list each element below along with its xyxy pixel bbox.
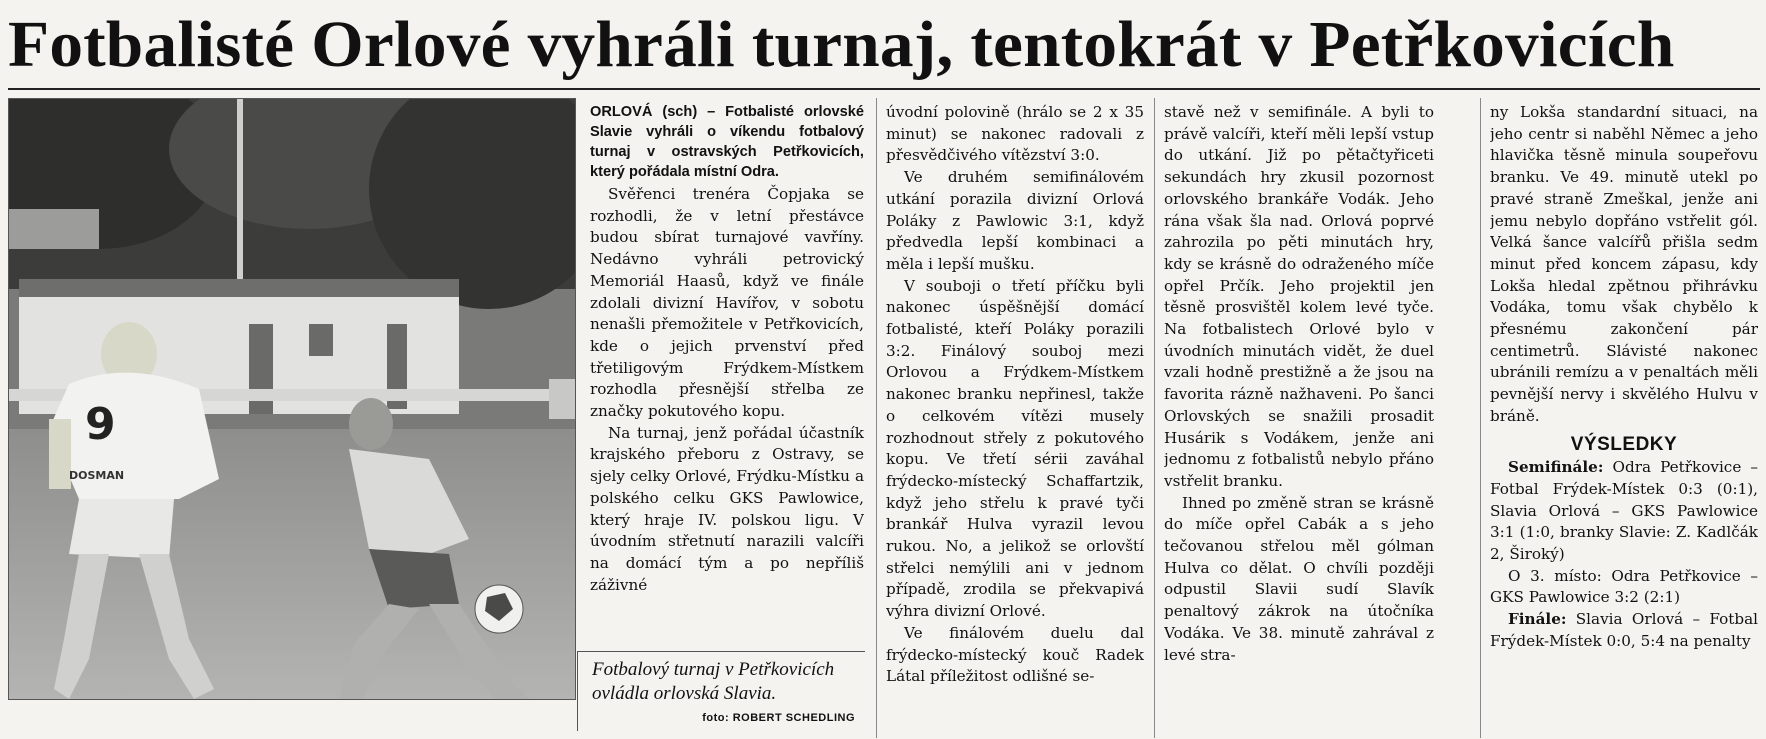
jersey-number: 9 — [85, 399, 116, 450]
results-semifinal — [1490, 457, 1758, 566]
football-photo — [8, 98, 576, 700]
article-paragraph: Na turnaj, jenž pořádal účastník krajského přeboru z Ostravy, se sjely celky Orlové, Frýdku-Místku a polského celku GKS Pawlowice, který hraje IV. polskou ligu. V úvodním střetnutí narazili valcíři na domácí tým a po nepříliš záživné — [590, 423, 864, 594]
photo-caption: Fotbalový turnaj v Petřkovicích ovládla orlovská Slavia. — [592, 659, 835, 704]
headline: Fotbalisté Orlové vyhráli turnaj, tentokrát v Petřkovicích — [8, 8, 1675, 81]
article-paragraph: ny Lokša standardní situaci, na jeho centr si naběhl Němec a jeho hlavička těsně minula soupeřovu branku. Ve 49. minutě utekl po pravé straně Zmeškal, jenže ani jemu nebylo dopřáno vstřelit gól. Velká šance valcířů přišla sedm minut před koncem zápasu, kdy Lokša hledal zpětnou přihrávku Vodáka, tomu však chybělo k přesnému zakončení pár centimetrů. Slávisté nakonec ubránili remízu a v penaltách měli pevnější nervy i skvělého Hulvu v bráně. — [1490, 103, 1758, 425]
article-paragraph: Ve finálovém duelu dal frýdecko-místecký kouč Radek Látal příležitost odlišné se- — [886, 623, 1144, 686]
results-final-text: Slavia Orlová – Fotbal Frýdek-Místek 0:0, 5:4 na penalty — [1490, 610, 1758, 650]
results-title: VÝSLEDKY — [1570, 433, 1678, 455]
column-divider — [1480, 98, 1481, 738]
article-column-1 — [590, 102, 864, 650]
headline-rule — [8, 88, 1760, 90]
photo-caption-box — [577, 651, 865, 731]
article-column-2 — [886, 102, 1144, 737]
article-column-3 — [1164, 102, 1434, 737]
article-lead: ORLOVÁ (sch) – Fotbalisté orlovské Slavie vyhráli o víkendu fotbalový turnaj v ostravských Petřkovicích, který pořádala místní Odra. — [590, 104, 864, 180]
article-paragraph: úvodní polovině (hrálo se 2 x 35 minut) se nakonec radovali z přesvědčivého vítězství 3:0. — [886, 103, 1144, 165]
article-paragraph: stavě než v semifinále. A byli to právě valcíři, kteří měli lepší vstup do utkání. Již po pětačtyřiceti sekundách hry zkusil pozornost orlovského brankáře Vodák. Jeho rána však šla nad. Orlová poprvé zahrozila po pěti minutách hry, kdy se krásně do odraženého míče opřel Prčík. Jeho projektil jen těsně prosvištěl kolem levé tyče. Na fotbalistech Orlové bylo v úvodních minutách vidět, že duel vzali hodně prestižně a že jsou na favorita rázně nažhaveni. Po šanci Orlovských se snažili prosadit Husárik s Vodákem, jenže ani jednomu z fotbalistů nebylo přáno vstřelit branku. — [1164, 103, 1434, 490]
results-semifinal-text: Odra Petřkovice – Fotbal Frýdek-Místek 0:3 (0:1), Slavia Orlová – GKS Pawlowice 3:1 (1:0, branky Slavie: Z. Kadlčák 2, Široký) — [1490, 458, 1758, 564]
jersey-name: DOSMAN — [69, 469, 125, 482]
results-third-place: O 3. místo: Odra Petřkovice – GKS Pawlowice 3:2 (2:1) — [1490, 566, 1758, 607]
results-final — [1490, 609, 1758, 652]
football-photo-graphic — [9, 99, 576, 700]
column-divider — [876, 98, 877, 738]
article-paragraph: Svěřenci trenéra Čopjaka se rozhodli, že v letní přestávce budou sbírat turnajové vavříny. Nedávno vyhráli petrovický Memoriál Haasů, když ve finále zdolali divizní Havířov, v sobotu nenašli přemožitele v Petřkovicích, kde o jejich prvenství před třetiligovým Frýdkem-Místkem rozhodla přesnější střelba ze značky pokutového kopu. — [590, 185, 864, 421]
column-divider — [1154, 98, 1155, 738]
results-semifinal-label: Semifinále: — [1508, 458, 1604, 477]
article-column-4 — [1490, 102, 1758, 737]
article-paragraph: Ihned po změně stran se krásně do míče opřel Cabák a s jeho tečovanou střelou měl gólman Hulva co dělat. O chvíli později odpustil Slavii sudí Slavík penaltový zákrok na útočníka Vodáka. Ve 38. minutě zahrával z levé stra- — [1164, 493, 1434, 664]
results-final-label: Finále: — [1508, 610, 1567, 629]
article-paragraph: Ve druhém semifinálovém utkání porazila divizní Orlová Poláky z Pawlowic 3:1, když předvedla lepší kombinaci a měla i lepší mušku. — [886, 168, 1144, 273]
photo-credit: foto: ROBERT SCHEDLING — [702, 712, 855, 724]
article-paragraph: V souboji o třetí příčku byli nakonec úspěšnější domácí fotbalisté, kteří Poláky porazili 3:2. Finálový souboj mezi Orlovou a Frýdkem-Místkem nakonec branku nepřinesl, takže o celkovém vítězi musely rozhodnout střely z pokutového kopu. Ve třetí sérii zaváhal frýdecko-místecký Schaffartzik, když jeho střelu k pravé tyči brankář Hulva vyrazil levou rukou. No, a jelikož se orlovští střelci nemýlili ani v jednom případě, zrodila se překvapivá výhra divizní Orlové. — [886, 276, 1144, 621]
